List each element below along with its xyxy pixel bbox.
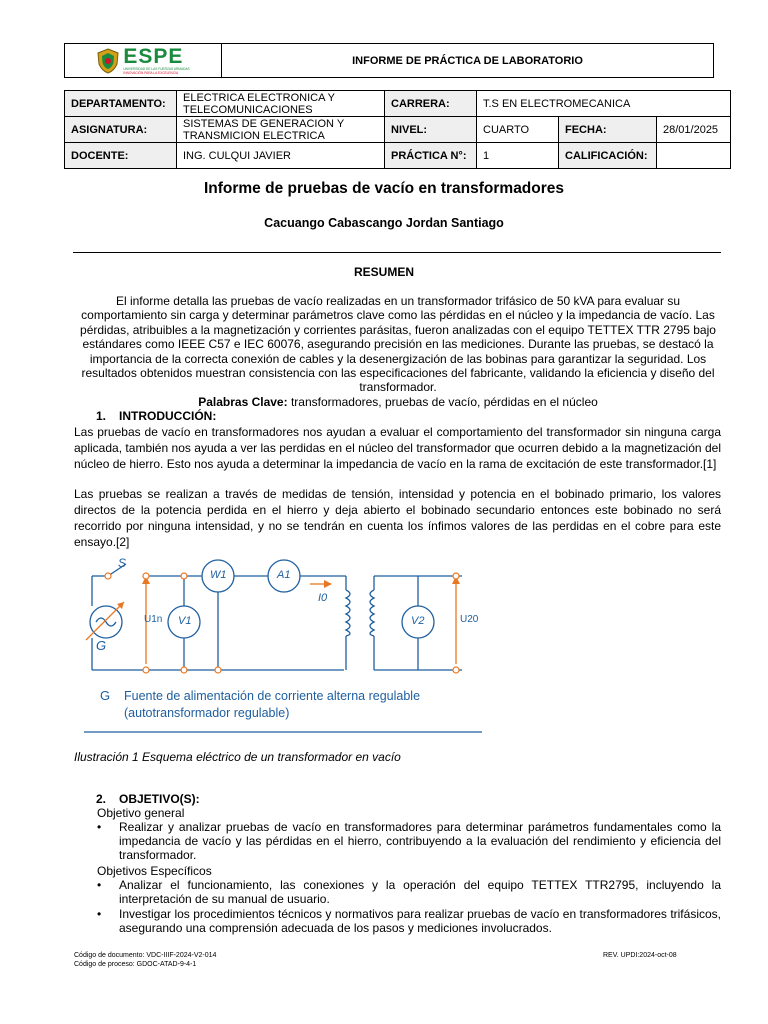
course-info-table: [64, 90, 731, 169]
practica-label: PRÁCTICA N°:: [385, 143, 477, 169]
document-code: Código de documento: VDC-IIIF-2024-V2-014: [74, 952, 217, 959]
fecha-value: 28/01/2025: [657, 117, 731, 143]
departamento-value: ELECTRICA ELECTRONICA Y TELECOMUNICACIONES: [177, 91, 385, 117]
espe-seal-icon: [96, 48, 120, 74]
voltage-u20-label: U20: [460, 614, 479, 625]
footer-codes: [74, 951, 216, 969]
keywords: transformadores, pruebas de vacío, pérdidas en el núcleo: [290, 394, 598, 409]
table-row: [65, 91, 731, 117]
logo-subtitle: UNIVERSIDAD DE LAS FUERZAS ARMADAS: [123, 66, 190, 71]
bullet-icon: •: [97, 820, 102, 834]
divider: [73, 252, 721, 253]
asignatura-label: ASIGNATURA:: [65, 117, 177, 143]
switch-label: S: [118, 556, 127, 570]
current-i0-label: I0: [318, 592, 328, 604]
list-item: [97, 907, 721, 935]
document-title: Informe de pruebas de vacío en transformadores: [203, 180, 565, 197]
docente-value: ING. CULQUI JAVIER: [177, 143, 385, 169]
objectives-heading: [96, 792, 200, 806]
intro-paragraph-1: Las pruebas de vacío en transformadores nos ayudan a evaluar el comportamiento del transformador sin ninguna carga aplicada, también nos ayuda a ver las perdidas en el núcleo del transformador que ocurren debido a la magnetización del núcleo de hierro. Esto nos ayuda a determinar la impedancia de vacío en la rama de excitación de este transformador.[1]: [74, 425, 721, 471]
calificacion-value: [657, 143, 731, 169]
abstract-body: El informe detalla las pruebas de vacío realizadas en un transformador trifásico de 50 kVA para evaluar su comportamiento sin carga y determinar parámetros clave como las pérdidas en el núcleo y la impedancia de vacío. Las pérdidas, atribuibles a la magnetización y corrientes parásitas, fueron analizadas con el equipo TETTEX TTR 2795 bajo estándares como IEEE C57 e IEC 60076, asegurando precisión en las mediciones. Durante las pruebas, se destacó la importancia de la correcta conexión de cables y la desenergización de las bobinas para garantizar la seguridad. Los resultados obtenidos muestran consistencia con las especificaciones del fabricante, validando la eficiencia y diseño del transformador.: [80, 294, 716, 395]
list-item: [97, 820, 721, 862]
general-objective-label: Objetivo general: [97, 806, 185, 820]
section-number: 2.: [96, 792, 107, 806]
resumen-heading: RESUMEN: [353, 265, 414, 279]
carrera-label: CARRERA:: [385, 91, 477, 117]
docente-label: DOCENTE:: [65, 143, 177, 169]
figure-caption: Ilustración 1 Esquema eléctrico de un transformador en vacío: [74, 750, 401, 764]
bullet-icon: •: [97, 907, 102, 921]
voltmeter-v2-label: V2: [411, 615, 425, 627]
wattmeter-w1-label: W1: [210, 569, 227, 581]
intro-heading: [96, 409, 216, 423]
departamento-label: DEPARTAMENTO:: [65, 91, 177, 117]
general-objective-text: Realizar y analizar pruebas de vacío en transformadores para determinar parámetros fundamentales como la impedancia de vacío y las pérdidas en el hierro, contribuyendo a la evaluación del rendimiento y eficiencia del transformador.: [119, 820, 721, 862]
asignatura-value: SISTEMAS DE GENERACION Y TRANSMICION ELECTRICA: [177, 117, 385, 143]
section-title: OBJETIVO(S):: [119, 792, 200, 806]
table-row: [65, 143, 731, 169]
calificacion-label: CALIFICACIÓN:: [559, 143, 657, 169]
nivel-value: CUARTO: [477, 117, 559, 143]
specific-objectives-label: Objetivos Específicos: [97, 864, 212, 878]
ammeter-a1-label: A1: [277, 569, 291, 581]
legend-line-2: (autotransformador regulable): [124, 706, 290, 720]
logo-tagline: INNOVACIÓN PARA LA EXCELENCIA: [123, 70, 179, 75]
section-number: 1.: [96, 409, 107, 423]
specific-objective-2: Investigar los procedimientos técnicos y normativos para realizar pruebas de vacío en transformadores trifásicos, asegurando una comprensión adecuada de los pasos y mediciones involucrados.: [119, 907, 721, 935]
logo-wordmark: ESPE: [123, 44, 184, 68]
abstract: [76, 294, 720, 409]
circuit-diagram: [84, 552, 484, 734]
specific-objective-1: Analizar el funcionamiento, las conexiones y la operación del equipo TETTEX TTR2795, incluyendo la interpretación de su manual de usuario.: [119, 878, 721, 906]
report-type-title: INFORME DE PRÁCTICA DE LABORATORIO: [352, 54, 583, 67]
fecha-label: FECHA:: [559, 117, 657, 143]
practica-value: 1: [477, 143, 559, 169]
nivel-label: NIVEL:: [385, 117, 477, 143]
legend-line-1: Fuente de alimentación de corriente alterna regulable: [124, 689, 421, 703]
revision-code: REV. UPDI:2024-oct-08: [603, 952, 677, 959]
keywords-label: Palabras Clave:: [198, 394, 288, 409]
list-item: [97, 878, 721, 906]
section-title: INTRODUCCIÓN:: [119, 409, 217, 423]
bullet-icon: •: [97, 878, 102, 892]
voltage-u1n-label: U1n: [144, 614, 163, 625]
table-row: [65, 117, 731, 143]
logo: [65, 44, 222, 77]
process-code: Código de proceso: GDOC-ATAD-9-4-1: [74, 961, 197, 968]
author-name: Cacuango Cabascango Jordan Santiago: [264, 216, 504, 230]
generator-label: G: [96, 638, 107, 653]
carrera-value: T.S EN ELECTROMECANICA: [477, 91, 731, 117]
legend-key: G: [100, 688, 111, 703]
intro-paragraph-2: Las pruebas se realizan a través de medidas de tensión, intensidad y potencia en el bobinado primario, los valores directos de la potencia perdida en el hierro y deja abierto el bobinado secundario entonces este bobinado no será recorrido por ninguna intensidad, y no se tendrán en cuenta los ínfimos valores de las perdidas en el cobre para este ensayo.[2]: [74, 487, 721, 549]
voltmeter-v1-label: V1: [178, 615, 192, 627]
document-header: [64, 43, 714, 78]
